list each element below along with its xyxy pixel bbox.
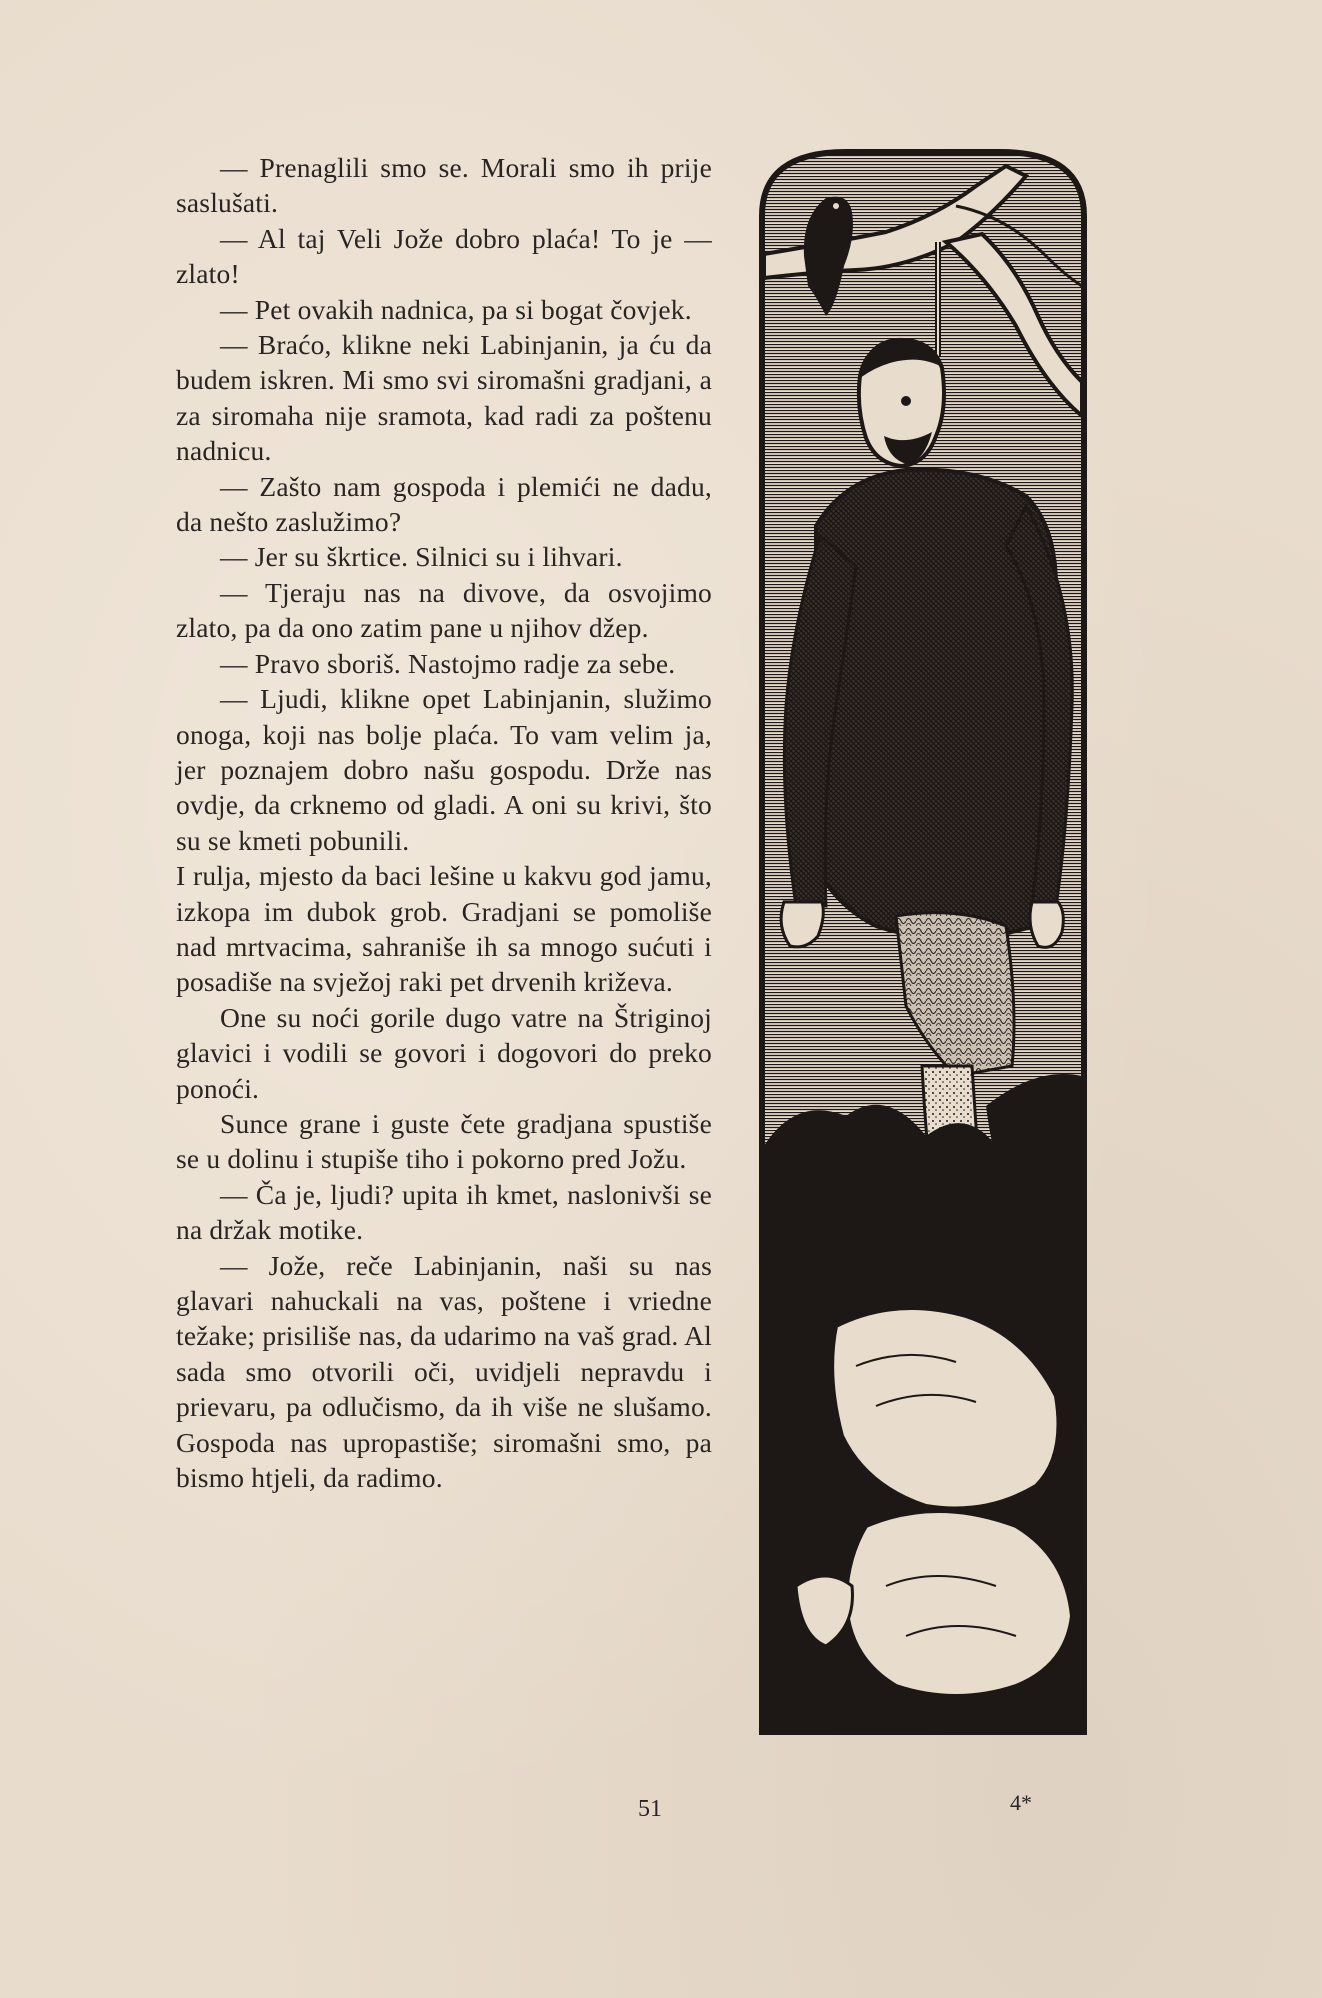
paragraph: — Prenaglili smo se. Morali smo ih prije saslušati. (176, 152, 712, 219)
hanged-man-illustration (756, 146, 1090, 1736)
paragraph: — Braćo, klikne neki Labinjanin, ja ću da budem iskren. Mi smo svi siromašni gradjani, a za siromaha nije sramota, kad radi za poštenu nadnicu. (176, 329, 712, 467)
paragraph: — Jer su škrtice. Silnici su i lihvari. (220, 541, 623, 573)
paragraph: — Pravo sboriš. Nastojmo radje za sebe. (220, 647, 676, 679)
paragraph: — Al taj Veli Jože dobro plaća! To je — zlato! (176, 222, 712, 290)
signature-mark: 4* (1010, 1790, 1032, 1815)
page-number: 51 (638, 1796, 662, 1822)
paragraph: — Tjeraju nas na divove, da osvojimo zlato, pa da ono zatim pane u njihov džep. (176, 576, 712, 644)
body-text (176, 150, 712, 1495)
paragraph: I rulja, mjesto da baci lešine u kakvu god jamu, izkopa im dubok grob. Gradjani se pomoliše nad mrtvacima, sahraniše ih sa mnogo sućuti i posadiše na svježoj raki pet drvenih križeva. (176, 860, 712, 998)
paragraph: — Zašto nam gospoda i plemići ne dadu, da nešto zaslužimo? (176, 470, 712, 538)
paragraph: One su noći gorile dugo vatre na Štriginoj glavici i vodili se govori i dogovori do preko ponoći. (176, 1001, 712, 1104)
paragraph: — Ča je, ljudi? upita ih kmet, naslonivši se na držak motike. (176, 1178, 712, 1246)
paragraph: — Ljudi, klikne opet Labinjanin, služimo onoga, koji nas bolje plaća. To vam velim ja, jer poznajem dobro našu gospodu. Drže nas ovdje, da crknemo od gladi. A oni su krivi, što su se kmeti pobunili. (176, 683, 712, 856)
paragraph: — Pet ovakih nadnica, pa si bogat čovjek. (220, 293, 692, 325)
woodcut-illustration (756, 146, 1090, 1736)
paragraph: — Jože, reče Labinjanin, naši su nas glavari nahuckali na vas, poštene i vriedne težake; prisiliše nas, da udarimo na vaš grad. Al sada smo otvorili oči, uvidjeli nepravdu i prievaru, pa odlučismo, da ih više ne slušamo. Gospoda nas upropastiše; siromašni smo, pa bismo htjeli, da radimo. (176, 1249, 712, 1494)
paragraph: Sunce grane i guste čete gradjana spustiše se u dolinu i stupiše tiho i pokorno pred Jožu. (176, 1107, 712, 1175)
